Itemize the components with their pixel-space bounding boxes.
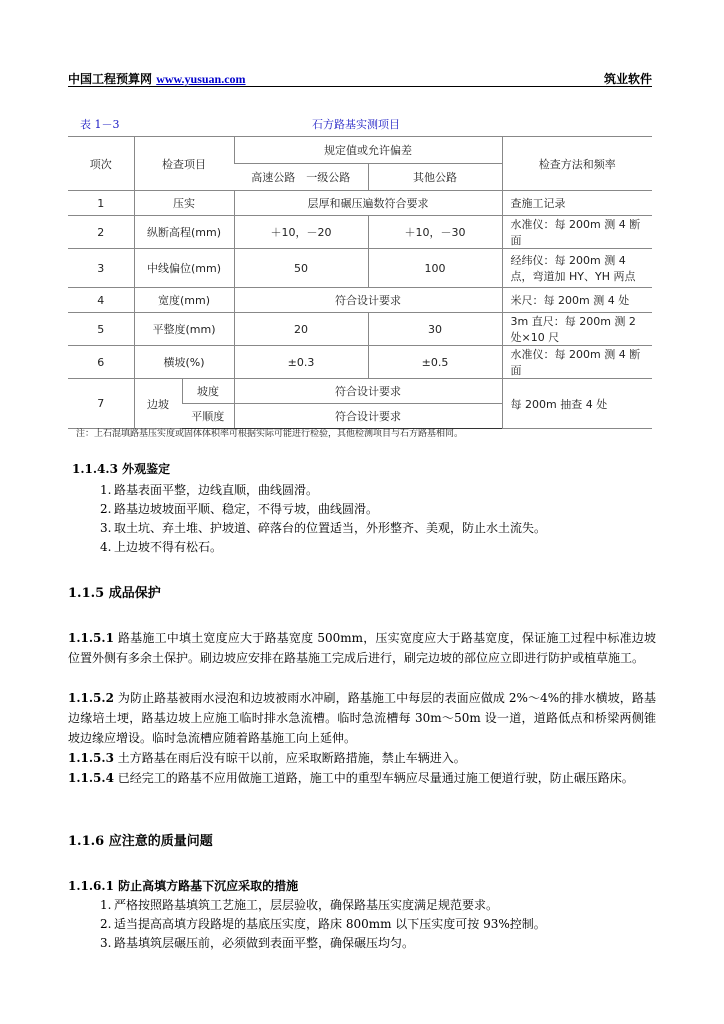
list-item: 3. 路基填筑层碾压前，必须做到表面平整，确保碾压均匀。 [100,936,415,950]
table-row [68,288,652,313]
list-item: 3. 取土坑、弃土堆、护坡道、碎落台的位置适当，外形整齐、美观，防止水土流失。 [100,521,547,535]
list-item: 2. 适当提高高填方段路堤的基底压实度，路床 800mm 以下压实度可按 93%控制。 [100,917,546,931]
row-item: 压实 [134,191,234,216]
header-method: 检查方法和频率 [502,137,652,191]
row-item: 宽度(mm) [134,288,234,313]
page-header [68,70,652,87]
table-row [68,216,652,249]
row-method: 水准仪：每 200m 测 4 断面 [502,216,652,249]
row-subitem: 平顺度 [182,404,234,429]
list-item: 1. 路基表面平整，边线直顺，曲线圆滑。 [100,483,319,497]
table-row [68,313,652,346]
row-no: 1 [68,191,134,216]
site-url-link[interactable]: www.yusuan.com [156,72,246,86]
list-item: 4. 上边坡不得有松石。 [100,540,223,554]
row-no: 4 [68,288,134,313]
row-no: 7 [68,379,134,429]
row-item: 横坡(%) [134,346,234,379]
row-no: 2 [68,216,134,249]
paragraph-1-1-5-1: 1.1.5.1 路基施工中填土宽度应大于路基宽度 500mm，压实宽度应大于路基宽度，保证施工过程中标准边坡位置外侧有多余土保护。刷边坡应安排在路基施工完成后进行，刷完边坡的部位应立即进行防护或植草施工。 [68,631,656,665]
table-header-row [68,137,652,164]
row-value: 层厚和碾压遍数符合要求 [234,191,502,216]
list-item: 1. 严格按照路基填筑工艺施工，层层验收，确保路基压实度满足规范要求。 [100,898,499,912]
row-method: 每 200m 抽查 4 处 [502,379,652,429]
header-brand: 筑业软件 [603,72,652,86]
table-row [68,379,652,404]
table-row [68,249,652,288]
paragraph-1-1-5-3: 1.1.5.3 土方路基在雨后没有晾干以前，应采取断路措施，禁止车辆进入。 [68,751,466,765]
list-item: 2. 路基边坡坡面平顺、稳定，不得亏坡，曲线圆滑。 [100,502,379,516]
inspection-table [68,136,652,429]
row-method: 经纬仪：每 200m 测 4 点，弯道加 HY、YH 两点 [502,249,652,288]
row-no: 3 [68,249,134,288]
row-method: 米尺：每 200m 测 4 处 [502,288,652,313]
row-highway: ±0.3 [234,346,368,379]
table-note: 注：上石混填路基压实度或固体体积率可根据实际可能进行检验，其他检测项目与石方路基相同。 [76,429,464,439]
row-method: 查施工记录 [502,191,652,216]
paragraph-1-1-5-2: 1.1.5.2 为防止路基被雨水浸泡和边坡被雨水冲刷，路基施工中每层的表面应做成 2%～4%的排水横坡，路基边缘培土埂，路基边坡上应施工临时排水急流槽。临时急流槽每 30m～50m 设一道，道路低点和桥梁两侧锥坡边缘应增设。临时急流槽应随着路基施工向上延伸。 [68,691,656,745]
row-item: 纵断高程(mm) [134,216,234,249]
header-highway: 高速公路 一级公路 [234,164,368,191]
row-item: 边坡 [134,379,182,429]
row-item: 中线偏位(mm) [134,249,234,288]
row-other: 30 [368,313,502,346]
paragraph-1-1-5-4: 1.1.5.4 已经完工的路基不应用做施工道路，施工中的重型车辆应尽量通过施工便道行驶，防止碾压路床。 [68,771,634,785]
table-title: 石方路基实测项目 [312,118,400,131]
row-item: 平整度(mm) [134,313,234,346]
row-other: 100 [368,249,502,288]
section-heading-1-1-6: 1.1.6 应注意的质量问题 [68,834,213,849]
header-item: 检查项目 [134,137,234,191]
table-number: 表 1－3 [80,118,120,131]
section-heading-1-1-5: 1.1.5 成品保护 [68,586,161,601]
row-other: ＋10，－30 [368,216,502,249]
header-left [68,70,246,87]
row-value: 符合设计要求 [234,379,502,404]
section-heading-1-1-4-3: 1.1.4.3 外观鉴定 [72,462,171,476]
row-highway: 20 [234,313,368,346]
row-value: 符合设计要求 [234,404,502,429]
row-value: 符合设计要求 [234,288,502,313]
site-name: 中国工程预算网 [68,72,153,86]
row-highway: 50 [234,249,368,288]
row-no: 5 [68,313,134,346]
row-method: 3m 直尺：每 200m 测 2 处×10 尺 [502,313,652,346]
row-no: 6 [68,346,134,379]
header-no: 项次 [68,137,134,191]
row-method: 水准仪：每 200m 测 4 断面 [502,346,652,379]
table-row [68,346,652,379]
row-other: ±0.5 [368,346,502,379]
section-heading-1-1-6-1: 1.1.6.1 防止高填方路基下沉应采取的措施 [68,879,299,893]
header-allowed: 规定值或允许偏差 [234,137,502,164]
row-subitem: 坡度 [182,379,234,404]
table-row [68,191,652,216]
row-highway: ＋10，－20 [234,216,368,249]
header-other: 其他公路 [368,164,502,191]
